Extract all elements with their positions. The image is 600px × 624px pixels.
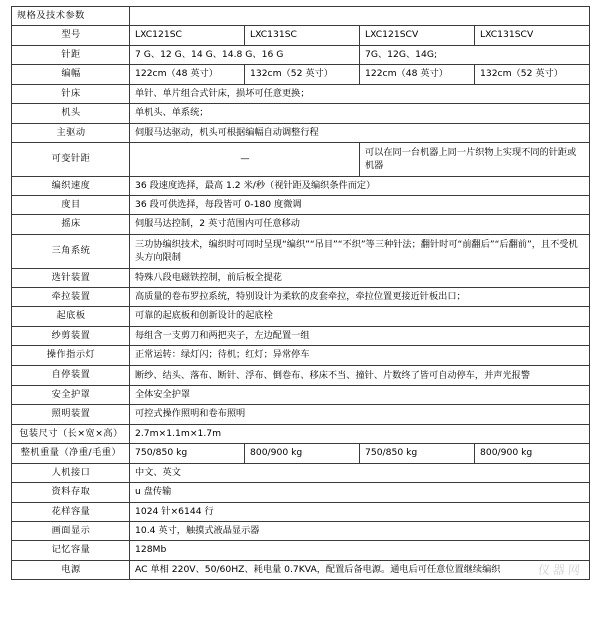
cell-value: 可靠的起底板和创新设计的起底栓 [130, 307, 590, 326]
cell-value: 三功协编织技术，编织时可同时呈现“编织”“吊目”“不织”等三种针法；翻针时可“前翻后”“后翻前”，且不受机头方向限制 [130, 234, 590, 268]
table-row [12, 196, 590, 215]
table-row [12, 463, 590, 482]
watermark-text: 仪器网 [537, 563, 584, 578]
row-label: 型号 [12, 26, 130, 45]
table-row [12, 522, 590, 541]
table-row [12, 104, 590, 123]
table-row [12, 483, 590, 502]
cell-value: 中文、英文 [130, 463, 590, 482]
cell-value: 全体安全护罩 [130, 386, 590, 405]
table-body [12, 7, 590, 580]
row-label: 针床 [12, 84, 130, 103]
cell-value: 800/900 kg [475, 444, 590, 463]
row-label: 编织速度 [12, 176, 130, 195]
cell-value: 122cm（48 英寸） [360, 65, 475, 84]
cell-value: 750/850 kg [360, 444, 475, 463]
row-label: 包装尺寸（长×宽×高） [12, 424, 130, 443]
cell-value: 断纱、结头、落布、断针、浮布、倒卷布、移床不当、撞针、片数终了皆可自动停车，并声光报警 [130, 365, 590, 385]
cell-value: AC 单相 220V、50/60HZ、耗电量 0.7KVA，配置后备电源。通电后可任意位置继续编织 [130, 560, 590, 579]
specifications-table [11, 6, 590, 580]
cell-value: 可控式操作照明和卷布照明 [130, 405, 590, 424]
row-label: 编幅 [12, 65, 130, 84]
table-row [12, 307, 590, 326]
cell-value: 36 段速度选择，最高 1.2 米/秒（视针距及编织条件而定） [130, 176, 590, 195]
cell-value: 128Mb [130, 541, 590, 560]
table-row [12, 288, 590, 307]
cell-value: 可以在同一台机器上同一片织物上实现不同的针距或机器 [360, 142, 590, 176]
table-row [12, 326, 590, 345]
cell-value: 伺服马达控制，2 英寸范围内可任意移动 [130, 215, 590, 234]
header-label: 规格及技术参数 [12, 7, 130, 26]
row-label: 起底板 [12, 307, 130, 326]
table-row [12, 45, 590, 64]
row-label: 可变针距 [12, 142, 130, 176]
table-row [12, 405, 590, 424]
table-row [12, 176, 590, 195]
row-label: 人机接口 [12, 463, 130, 482]
table-row [12, 560, 590, 579]
row-label: 安全护罩 [12, 386, 130, 405]
table-row [12, 424, 590, 443]
cell-value: 每组含一支剪刀和两把夹子，左边配置一组 [130, 326, 590, 345]
cell-value: 800/900 kg [245, 444, 360, 463]
table-row [12, 502, 590, 521]
row-label: 针距 [12, 45, 130, 64]
table-row [12, 215, 590, 234]
row-label: 主驱动 [12, 123, 130, 142]
table-row [12, 346, 590, 365]
cell-value: LXC121SCV [360, 26, 475, 45]
row-label: 照明装置 [12, 405, 130, 424]
cell-value: 7G、12G、14G; [360, 45, 590, 64]
row-label: 整机重量（净重/毛重） [12, 444, 130, 463]
cell-value: 单针、单片组合式针床，损坏可任意更换； [130, 84, 590, 103]
cell-value: u 盘传输 [130, 483, 590, 502]
cell-value: LXC131SCV [475, 26, 590, 45]
table-row [12, 65, 590, 84]
cell-value: LXC131SC [245, 26, 360, 45]
cell-value: 伺服马达驱动，机头可根据编幅自动调整行程 [130, 123, 590, 142]
cell-value: 750/850 kg [130, 444, 245, 463]
row-label: 纱剪装置 [12, 326, 130, 345]
row-label: 牵拉装置 [12, 288, 130, 307]
row-label: 资料存取 [12, 483, 130, 502]
table-row [12, 26, 590, 45]
row-label: 摇床 [12, 215, 130, 234]
row-label: 操作指示灯 [12, 346, 130, 365]
table-row [12, 268, 590, 287]
cell-value: 132cm（52 英寸） [245, 65, 360, 84]
cell-value: 2.7m×1.1m×1.7m [130, 424, 590, 443]
row-label: 花样容量 [12, 502, 130, 521]
cell-value: 10.4 英寸，触摸式液晶显示器 [130, 522, 590, 541]
header-blank [130, 7, 590, 26]
cell-value: 单机头、单系统； [130, 104, 590, 123]
cell-value: — [130, 142, 360, 176]
table-row [12, 84, 590, 103]
cell-value: 特殊八段电磁铁控制，前后板全提花 [130, 268, 590, 287]
cell-value: 7 G、12 G、14 G、14.8 G、16 G [130, 45, 360, 64]
cell-value: 132cm（52 英寸） [475, 65, 590, 84]
cell-value: LXC121SC [130, 26, 245, 45]
row-label: 电源 [12, 560, 130, 579]
row-label: 三角系统 [12, 234, 130, 268]
row-label: 画面显示 [12, 522, 130, 541]
table-row [12, 142, 590, 176]
table-row [12, 386, 590, 405]
table-row [12, 234, 590, 268]
cell-value: 36 段可供选择，每段皆可 0-180 度微调 [130, 196, 590, 215]
row-label: 机头 [12, 104, 130, 123]
table-row [12, 365, 590, 385]
row-label: 记忆容量 [12, 541, 130, 560]
table-row [12, 444, 590, 463]
cell-value: 高质量的卷布罗拉系统，特别设计为柔软的皮套牵拉，牵拉位置更接近针板出口； [130, 288, 590, 307]
row-label: 度目 [12, 196, 130, 215]
table-row [12, 541, 590, 560]
cell-value: 正常运转：绿灯闪；待机；红灯；异常停车 [130, 346, 590, 365]
cell-value: 122cm（48 英寸） [130, 65, 245, 84]
table-header-row [12, 7, 590, 26]
cell-value: 1024 针×6144 行 [130, 502, 590, 521]
spec-table-container [11, 6, 589, 580]
row-label: 自停装置 [12, 365, 130, 385]
table-row [12, 123, 590, 142]
row-label: 选针装置 [12, 268, 130, 287]
